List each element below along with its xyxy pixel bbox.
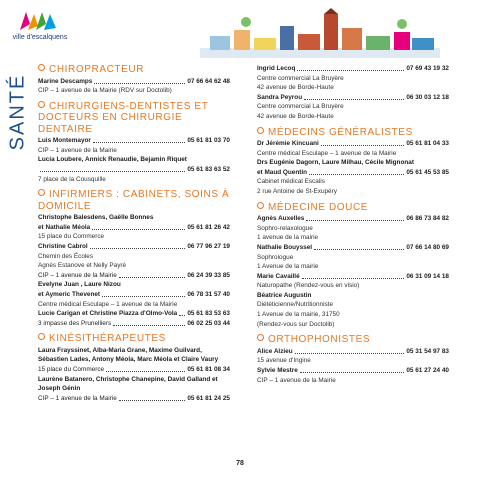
leader-dots: [297, 64, 404, 71]
contact-name: Luis Montemayor: [38, 137, 91, 145]
phone-number: 06 30 03 12 18: [406, 93, 449, 101]
address-line: 1 avenue de la mairie: [257, 234, 319, 242]
contact-entry: [38, 365, 230, 375]
address-line: 42 avenue de Borde-Haute: [257, 84, 334, 92]
address-line: Centre médical Esculape – 1 avenue de la Mairie: [257, 149, 397, 157]
contact-entry: [38, 394, 230, 404]
directory-section: [257, 202, 449, 330]
contact-entry: [257, 93, 449, 103]
phone-number: 07 69 43 19 32: [406, 65, 449, 72]
directory-section: [257, 127, 449, 197]
leader-dots: [321, 139, 405, 146]
phone-number: 06 24 39 33 85: [187, 271, 230, 279]
contact-name: Agnès Auxelles: [257, 215, 305, 223]
contact-name: CIP – 1 avenue de la Mairie: [38, 394, 117, 402]
leader-dots: [295, 347, 405, 354]
phone-number: 05 61 81 03 70: [187, 137, 230, 145]
contact-name: Dr Jérémie Kincuani: [257, 140, 319, 148]
directory-section: [257, 334, 449, 385]
contact-entry: [38, 77, 230, 87]
section-heading: CHIRURGIENS-DENTISTES ET DOCTEURS EN CHIRURGIE DENTAIRE: [38, 100, 209, 135]
directory-section: [38, 64, 230, 96]
contact-name: Drs Eugénie Dagorn, Laure Milhau, Cécile Mignonat: [257, 159, 414, 167]
contact-name: CIP – 1 avenue de la Mairie: [38, 271, 117, 279]
town-skyline-illustration: [200, 8, 440, 58]
directory-section: [38, 333, 230, 403]
contact-name: et Nathalie Méola: [38, 223, 91, 231]
leader-dots: [102, 290, 185, 297]
address-line: Sophro-relaxologue: [257, 224, 313, 232]
phone-number: 05 61 81 24 25: [187, 394, 230, 402]
leader-dots: [40, 165, 185, 172]
contact-entry: [257, 347, 449, 357]
phone-number: 05 61 27 24 40: [406, 366, 449, 374]
circle-bullet-icon: [257, 202, 264, 209]
leader-dots: [302, 272, 405, 279]
address-line: Sophrologue: [257, 253, 294, 261]
contact-name: 3 impasse des Prunelliers: [38, 319, 112, 327]
address-line: (Rendez-vous sur Doctolib): [257, 320, 335, 328]
address-line: Diététicienne/Nutritionniste: [257, 301, 334, 309]
phone-number: 06 02 25 03 44: [187, 319, 230, 327]
leader-dots: [179, 309, 185, 316]
phone-number: 06 86 73 84 82: [406, 215, 449, 223]
contact-name: Marine Descamps: [38, 77, 93, 85]
circle-bullet-icon: [38, 189, 45, 196]
leader-dots: [300, 366, 404, 373]
contact-name: Lucie Carigan et Christine Piazza d'Olmo-Vola: [38, 310, 178, 318]
left-column: [38, 64, 230, 408]
section-heading: MÉDECINE DOUCE: [257, 202, 449, 214]
contact-name: Christophe Balesdens, Gaëlle Bonnes: [38, 214, 154, 222]
address-line: Agnès Estanove et Nelly Payré: [38, 262, 127, 270]
section-heading: KINÉSITHÉRAPEUTES: [38, 333, 230, 345]
phone-number: 07 66 64 62 48: [187, 77, 230, 85]
contact-entry: [257, 214, 449, 224]
phone-number: 05 61 81 08 34: [187, 365, 230, 373]
circle-bullet-icon: [38, 64, 45, 71]
phone-number: 06 78 31 57 40: [187, 290, 230, 298]
phone-number: 05 61 81 04 33: [406, 140, 449, 148]
contact-name: 15 place du Commerce: [38, 365, 105, 373]
contact-name: Christine Cabrol: [38, 242, 88, 250]
circle-bullet-icon: [257, 334, 264, 341]
address-line: 15 place du Commerce: [38, 233, 105, 241]
address-line: CIP – 1 avenue de la Mairie: [257, 376, 336, 384]
contact-name: Laurène Batanero, Christophe Chanepine, David Galland et: [38, 375, 218, 383]
phone-number: 05 31 54 97 83: [406, 347, 449, 355]
address-line: Centre commercial La Bruyère: [257, 74, 344, 82]
section-heading: ORTHOPHONISTES: [257, 334, 449, 346]
contact-entry: [257, 243, 449, 253]
contact-entry: [38, 271, 230, 281]
address-line: CIP – 1 avenue de la Mairie (RDV sur Doctolib): [38, 87, 172, 95]
directory-section: [38, 101, 230, 184]
contact-entry: [38, 242, 230, 252]
page-number: 78: [236, 460, 244, 467]
right-column: [257, 64, 449, 390]
leader-dots: [119, 271, 186, 278]
address-line: 2 rue Antoine de St-Exupéry: [257, 188, 337, 196]
address-line: 1 Avenue de la mairie, 31750: [257, 311, 340, 319]
contact-entry: [38, 136, 230, 146]
page-section-title: SANTÉ: [6, 73, 29, 151]
contact-entry: [38, 309, 230, 319]
contact-name: et Maud Quentin: [257, 168, 308, 176]
address-line: 1 Avenue de la mairie: [257, 263, 319, 271]
leader-dots: [90, 242, 186, 249]
logo-text: ville d'escalquens: [12, 34, 68, 41]
contact-entry: [257, 272, 449, 282]
contact-name: Lucia Loubere, Annick Renaudie, Bejamin Riquet: [38, 156, 187, 164]
contact-name: Joseph Génin: [38, 385, 81, 393]
leader-dots: [106, 365, 185, 372]
section-heading: INFIRMIERS : CABINETS, SOINS À DOMICILE: [38, 189, 230, 212]
phone-number: 06 31 09 14 18: [406, 272, 449, 280]
section-heading: CHIROPRACTEUR: [38, 64, 230, 76]
address-line: CIP – 1 avenue de la Mairie: [38, 146, 117, 154]
circle-bullet-icon: [257, 127, 264, 134]
leader-dots: [309, 168, 404, 175]
contact-name: Béatrice Augustin: [257, 291, 312, 299]
address-line: 15 avenue d'Ingine: [257, 357, 311, 365]
contact-name: Sébastien Lades, Antony Méola, Marc Méola et Claire Vaury: [38, 356, 219, 364]
contact-entry: [38, 290, 230, 300]
leader-dots: [306, 214, 404, 221]
circle-bullet-icon: [38, 101, 45, 108]
directory-section: [257, 64, 449, 122]
address-line: 7 place de la Cousquille: [38, 175, 106, 183]
address-line: Naturopathe (Rendez-vous en visio): [257, 282, 360, 290]
leader-dots: [314, 243, 404, 250]
contact-entry: [38, 165, 230, 175]
contact-name: Sylvie Mestre: [257, 366, 298, 374]
leader-dots: [119, 394, 186, 401]
contact-entry: [257, 168, 449, 178]
contact-entry: [38, 223, 230, 233]
phone-number: 06 77 96 27 19: [187, 242, 230, 250]
address-line: Cabinet médical Escalis: [257, 178, 325, 186]
leader-dots: [92, 223, 185, 230]
directory-section: [38, 189, 230, 328]
contact-name: Alice Alzieu: [257, 347, 293, 355]
phone-number: 07 66 14 80 69: [406, 243, 449, 251]
address-line: Centre médical Esculape – 1 avenue de la Mairie: [38, 300, 178, 308]
contact-entry: [38, 319, 230, 329]
address-line: Centre commercial La Bruyère: [257, 103, 344, 111]
contact-name: Sandra Peyrou: [257, 93, 303, 101]
leader-dots: [93, 136, 185, 143]
leader-dots: [304, 93, 404, 100]
contact-name: Laura Frayssinet, Alba-Maria Grane, Maxime Guilvard,: [38, 346, 202, 354]
contact-entry: [257, 366, 449, 376]
contact-name: Evelyne Juan , Laure Nizou: [38, 281, 121, 289]
phone-number: 05 61 83 63 52: [187, 165, 230, 173]
leader-dots: [94, 77, 185, 84]
contact-name: Nathalie Bouyssel: [257, 243, 313, 251]
contact-name: et Aymeric Thevenet: [38, 290, 101, 298]
logo-mark-icon: [18, 10, 58, 32]
section-heading: MÉDECINS GÉNÉRALISTES: [257, 127, 449, 139]
phone-number: 05 61 81 26 42: [187, 223, 230, 231]
leader-dots: [113, 319, 185, 326]
contact-entry: [257, 139, 449, 149]
contact-name: Marie Cavaillé: [257, 272, 300, 280]
town-logo: [10, 10, 70, 46]
phone-number: 05 61 83 53 63: [187, 310, 230, 318]
circle-bullet-icon: [38, 333, 45, 340]
address-line: 42 avenue de Borde-Haute: [257, 112, 334, 120]
contact-entry: [257, 64, 449, 74]
contact-name: Ingrid Lecoq: [257, 65, 296, 72]
phone-number: 05 61 45 53 85: [406, 168, 449, 176]
address-line: Chemin des Écoles: [38, 252, 94, 260]
